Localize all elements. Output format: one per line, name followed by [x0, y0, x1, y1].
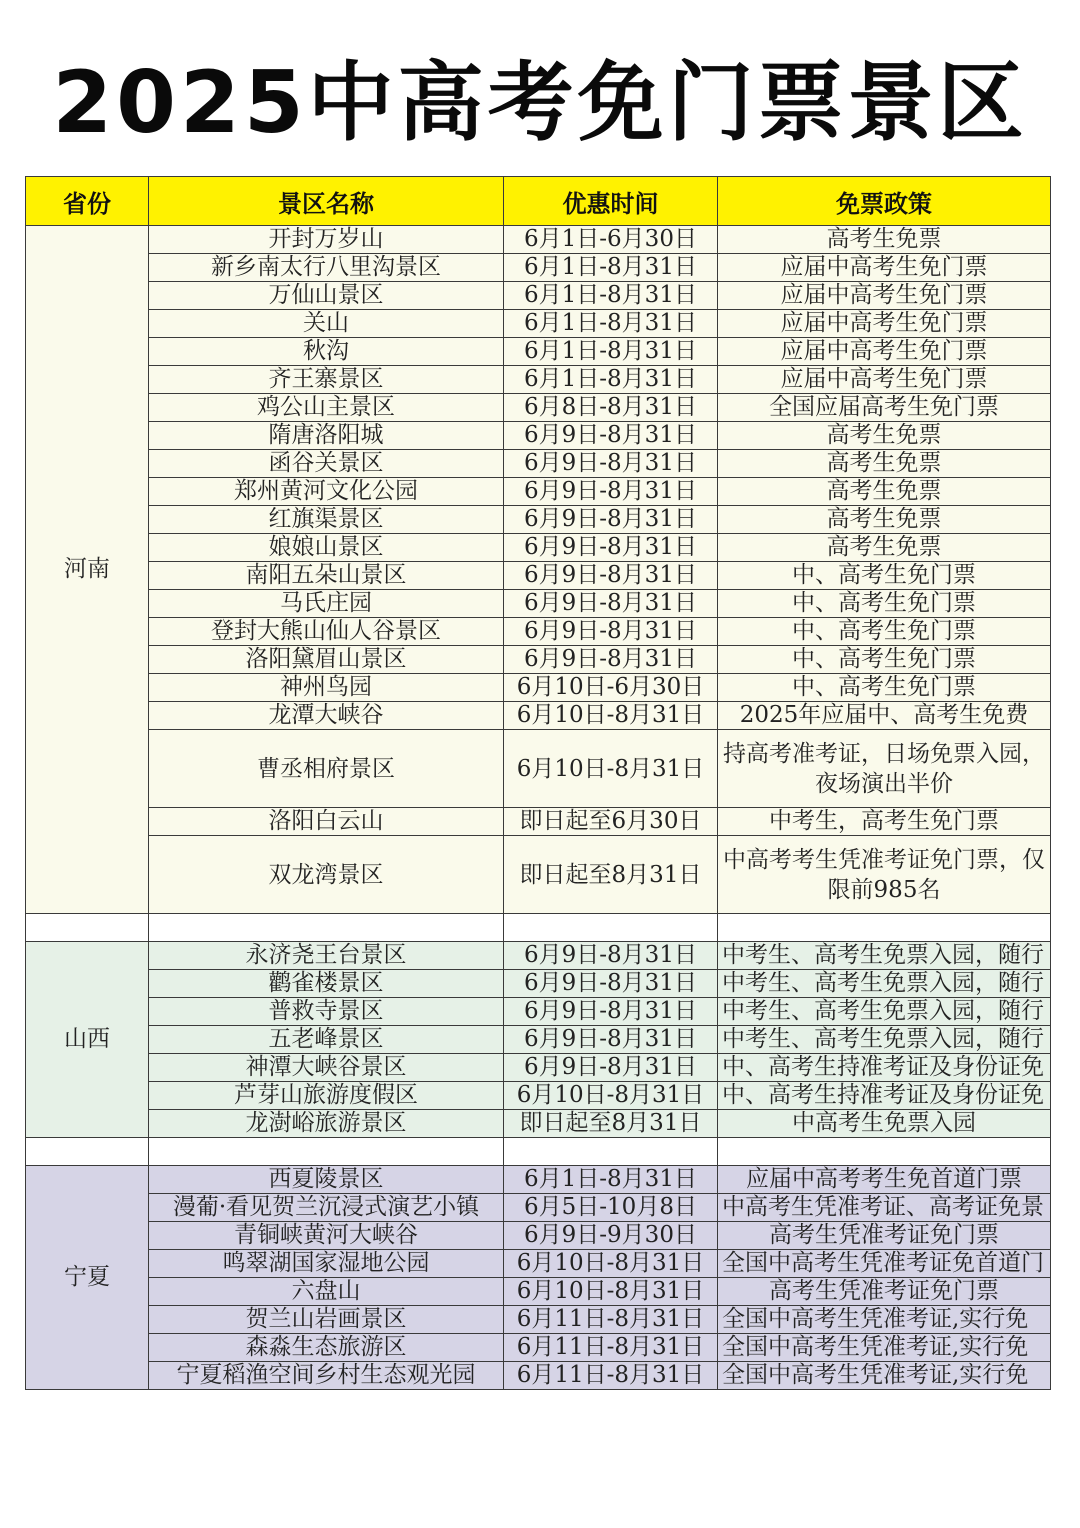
period-cell: 6月9日-8月31日 [504, 478, 718, 506]
period-cell: 6月10日-8月31日 [504, 1278, 718, 1306]
spacer-row [26, 1138, 1051, 1166]
table-row [26, 254, 1051, 282]
header-period: 优惠时间 [504, 177, 718, 226]
policy-cell: 全国中高考生凭准考证,实行免 [718, 1362, 1051, 1390]
policy-cell: 2025年应届中、高考生免费 [718, 702, 1051, 730]
table-row [26, 226, 1051, 254]
period-cell: 6月1日-8月31日 [504, 282, 718, 310]
table-row [26, 1306, 1051, 1334]
policy-cell: 中考生、高考生免票入园，随行 [718, 998, 1051, 1026]
scenic-name-cell: 青铜峡黄河大峡谷 [149, 1222, 504, 1250]
scenic-name-cell: 洛阳白云山 [149, 808, 504, 836]
scenic-name-cell: 普救寺景区 [149, 998, 504, 1026]
header-scenic-name: 景区名称 [149, 177, 504, 226]
table-row [26, 618, 1051, 646]
scenic-name-cell: 娘娘山景区 [149, 534, 504, 562]
scenic-name-cell: 南阳五朵山景区 [149, 562, 504, 590]
table-row [26, 970, 1051, 998]
policy-cell: 中、高考生免门票 [718, 590, 1051, 618]
empty-cell [504, 914, 718, 942]
scenic-name-cell: 红旗渠景区 [149, 506, 504, 534]
table-row [26, 1194, 1051, 1222]
table-row [26, 422, 1051, 450]
scenic-name-cell: 龙潭大峡谷 [149, 702, 504, 730]
scenic-name-cell: 神潭大峡谷景区 [149, 1054, 504, 1082]
period-cell: 6月11日-8月31日 [504, 1306, 718, 1334]
scenic-name-cell: 曹丞相府景区 [149, 730, 504, 808]
period-cell: 6月1日-8月31日 [504, 310, 718, 338]
policy-cell: 应届中高考生免门票 [718, 366, 1051, 394]
policy-cell: 应届中高考生免门票 [718, 338, 1051, 366]
period-cell: 6月10日-8月31日 [504, 1250, 718, 1278]
policy-cell: 高考生免票 [718, 226, 1051, 254]
scenic-name-cell: 鸡公山主景区 [149, 394, 504, 422]
period-cell: 6月1日-6月30日 [504, 226, 718, 254]
scenic-name-cell: 马氏庄园 [149, 590, 504, 618]
period-cell: 6月8日-8月31日 [504, 394, 718, 422]
table-row [26, 998, 1051, 1026]
table-row [26, 702, 1051, 730]
period-cell: 6月9日-8月31日 [504, 562, 718, 590]
table-row [26, 338, 1051, 366]
period-cell: 6月9日-8月31日 [504, 646, 718, 674]
table-row [26, 1362, 1051, 1390]
table-row [26, 836, 1051, 914]
table-row [26, 1110, 1051, 1138]
period-cell: 6月9日-8月31日 [504, 1054, 718, 1082]
policy-cell: 全国中高考生凭准考证,实行免 [718, 1306, 1051, 1334]
empty-cell [504, 1138, 718, 1166]
period-cell: 6月1日-8月31日 [504, 254, 718, 282]
period-cell: 6月9日-8月31日 [504, 506, 718, 534]
scenic-name-cell: 西夏陵景区 [149, 1166, 504, 1194]
scenic-name-cell: 函谷关景区 [149, 450, 504, 478]
period-cell: 6月11日-8月31日 [504, 1334, 718, 1362]
scenic-name-cell: 漫葡·看见贺兰沉浸式演艺小镇 [149, 1194, 504, 1222]
table-row [26, 1082, 1051, 1110]
policy-cell: 中高考生免票入园 [718, 1110, 1051, 1138]
period-cell: 6月5日-10月8日 [504, 1194, 718, 1222]
table-row [26, 1166, 1051, 1194]
policy-cell: 全国中高考生凭准考证免首道门 [718, 1250, 1051, 1278]
table-row [26, 1278, 1051, 1306]
spacer-row [26, 914, 1051, 942]
table-row [26, 562, 1051, 590]
header-province: 省份 [26, 177, 149, 226]
table-row [26, 282, 1051, 310]
table-row [26, 450, 1051, 478]
scenic-name-cell: 芦芽山旅游度假区 [149, 1082, 504, 1110]
period-cell: 6月9日-8月31日 [504, 1026, 718, 1054]
period-cell: 6月9日-8月31日 [504, 618, 718, 646]
policy-cell: 中考生、高考生免票入园，随行 [718, 970, 1051, 998]
scenic-name-cell: 宁夏稻渔空间乡村生态观光园 [149, 1362, 504, 1390]
policy-cell: 中、高考生免门票 [718, 562, 1051, 590]
header-policy: 免票政策 [718, 177, 1051, 226]
table-row [26, 1250, 1051, 1278]
scenic-name-cell: 神州鸟园 [149, 674, 504, 702]
table-row [26, 646, 1051, 674]
period-cell: 6月1日-8月31日 [504, 366, 718, 394]
table-row [26, 1026, 1051, 1054]
scenic-name-cell: 关山 [149, 310, 504, 338]
scenic-name-cell: 新乡南太行八里沟景区 [149, 254, 504, 282]
policy-cell: 中、高考生持准考证及身份证免 [718, 1054, 1051, 1082]
table-row [26, 808, 1051, 836]
policy-cell: 中考生，高考生免门票 [718, 808, 1051, 836]
period-cell: 6月11日-8月31日 [504, 1362, 718, 1390]
table-row [26, 1054, 1051, 1082]
period-cell: 6月9日-8月31日 [504, 998, 718, 1026]
table-row [26, 310, 1051, 338]
table-row [26, 506, 1051, 534]
period-cell: 6月9日-8月31日 [504, 450, 718, 478]
policy-cell: 持高考准考证，日场免票入园，夜场演出半价 [718, 730, 1051, 808]
policy-cell: 高考生免票 [718, 506, 1051, 534]
scenic-name-cell: 齐王寨景区 [149, 366, 504, 394]
policy-cell: 中高考生凭准考证、高考证免景 [718, 1194, 1051, 1222]
scenic-name-cell: 隋唐洛阳城 [149, 422, 504, 450]
period-cell: 6月10日-8月31日 [504, 702, 718, 730]
scenic-name-cell: 洛阳黛眉山景区 [149, 646, 504, 674]
policy-cell: 中、高考生免门票 [718, 646, 1051, 674]
policy-cell: 高考生免票 [718, 422, 1051, 450]
table-row [26, 1222, 1051, 1250]
scenic-name-cell: 永济尧王台景区 [149, 942, 504, 970]
scenic-name-cell: 郑州黄河文化公园 [149, 478, 504, 506]
scenic-name-cell: 贺兰山岩画景区 [149, 1306, 504, 1334]
scenic-name-cell: 双龙湾景区 [149, 836, 504, 914]
period-cell: 6月9日-9月30日 [504, 1222, 718, 1250]
table-row [26, 366, 1051, 394]
policy-cell: 全国应届高考生免门票 [718, 394, 1051, 422]
policy-cell: 高考生免票 [718, 478, 1051, 506]
policy-cell: 中考生、高考生免票入园，随行 [718, 1026, 1051, 1054]
policy-cell: 应届中高考生免门票 [718, 254, 1051, 282]
table-header-row [26, 177, 1051, 226]
empty-cell [718, 1138, 1051, 1166]
empty-cell [26, 914, 149, 942]
policy-cell: 中高考考生凭准考证免门票，仅限前985名 [718, 836, 1051, 914]
scenic-name-cell: 鸣翠湖国家湿地公园 [149, 1250, 504, 1278]
policy-cell: 中、高考生持准考证及身份证免 [718, 1082, 1051, 1110]
province-cell: 山西 [26, 942, 149, 1138]
page-title: 2025中高考免门票景区 [52, 53, 1028, 153]
scenic-name-cell: 六盘山 [149, 1278, 504, 1306]
scenic-name-cell: 龙澍峪旅游景区 [149, 1110, 504, 1138]
policy-cell: 高考生凭准考证免门票 [718, 1278, 1051, 1306]
policy-cell: 中、高考生免门票 [718, 674, 1051, 702]
table-row [26, 394, 1051, 422]
period-cell: 6月1日-8月31日 [504, 1166, 718, 1194]
period-cell: 6月9日-8月31日 [504, 422, 718, 450]
empty-cell [718, 914, 1051, 942]
period-cell: 6月9日-8月31日 [504, 942, 718, 970]
scenic-name-cell: 秋沟 [149, 338, 504, 366]
table-row [26, 534, 1051, 562]
period-cell: 6月1日-8月31日 [504, 338, 718, 366]
policy-cell: 中、高考生免门票 [718, 618, 1051, 646]
table-row [26, 674, 1051, 702]
period-cell: 6月9日-8月31日 [504, 590, 718, 618]
empty-cell [149, 914, 504, 942]
policy-cell: 应届中高考考生免首道门票 [718, 1166, 1051, 1194]
scenic-name-cell: 登封大熊山仙人谷景区 [149, 618, 504, 646]
policy-cell: 中考生、高考生免票入园，随行 [718, 942, 1051, 970]
period-cell: 6月10日-8月31日 [504, 730, 718, 808]
period-cell: 6月9日-8月31日 [504, 534, 718, 562]
policy-cell: 高考生免票 [718, 450, 1051, 478]
table-row [26, 478, 1051, 506]
scenic-name-cell: 五老峰景区 [149, 1026, 504, 1054]
empty-cell [149, 1138, 504, 1166]
scenic-name-cell: 森淼生态旅游区 [149, 1334, 504, 1362]
scenic-name-cell: 开封万岁山 [149, 226, 504, 254]
table-row [26, 730, 1051, 808]
scenic-name-cell: 鹳雀楼景区 [149, 970, 504, 998]
province-cell: 河南 [26, 226, 149, 914]
period-cell: 即日起至8月31日 [504, 836, 718, 914]
period-cell: 6月10日-6月30日 [504, 674, 718, 702]
policy-cell: 全国中高考生凭准考证,实行免 [718, 1334, 1051, 1362]
table-row [26, 942, 1051, 970]
period-cell: 6月10日-8月31日 [504, 1082, 718, 1110]
scenic-name-cell: 万仙山景区 [149, 282, 504, 310]
period-cell: 6月9日-8月31日 [504, 970, 718, 998]
empty-cell [26, 1138, 149, 1166]
table-row [26, 590, 1051, 618]
period-cell: 即日起至8月31日 [504, 1110, 718, 1138]
table-row [26, 1334, 1051, 1362]
period-cell: 即日起至6月30日 [504, 808, 718, 836]
policy-cell: 高考生免票 [718, 534, 1051, 562]
policy-cell: 应届中高考生免门票 [718, 282, 1051, 310]
scenic-table [25, 176, 1051, 1390]
policy-cell: 高考生凭准考证免门票 [718, 1222, 1051, 1250]
province-cell: 宁夏 [26, 1166, 149, 1390]
policy-cell: 应届中高考生免门票 [718, 310, 1051, 338]
